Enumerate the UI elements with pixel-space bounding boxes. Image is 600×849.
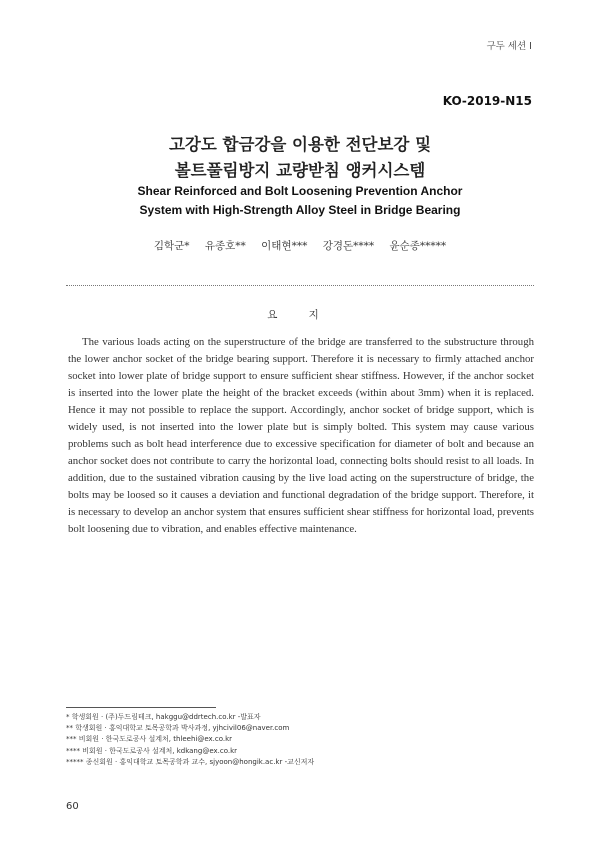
author-list	[0, 238, 600, 253]
footnote: * 학생회원 · (주)두드림테크, hakggu@ddrtech.co.kr -발표자	[66, 713, 261, 721]
author-name: 윤순종*****	[389, 240, 447, 252]
author-name: 유종호**	[204, 240, 246, 252]
english-title-line-2: System with High-Strength Alloy Steel in Bridge Bearing	[139, 203, 461, 217]
footnotes	[66, 712, 314, 768]
footnote: ***** 종신회원 · 홍익대학교 토목공학과 교수, sjyoon@hongik.ac.kr -교신저자	[66, 757, 315, 766]
korean-title-line-2: 볼트풀림방지 교량받침 앵커시스템	[174, 161, 426, 180]
footnote-rule	[66, 707, 216, 708]
english-title-line-1: Shear Reinforced and Bolt Loosening Prevention Anchor	[137, 184, 463, 198]
abstract-heading: 요 지	[267, 309, 333, 321]
paper-code: KO-2019-N15	[442, 94, 532, 108]
author-name: 김학군*	[153, 240, 190, 252]
author-name: 이태현***	[261, 240, 308, 252]
korean-title-line-1: 고강도 합금강을 이용한 전단보강 및	[168, 135, 432, 154]
page-number: 60	[66, 801, 79, 812]
footnote: *** 비회원 · 한국도로공사 설계처, thleehi@ex.co.kr	[66, 735, 233, 744]
author-name: 강경돈****	[322, 240, 375, 252]
footnote: **** 비회원 · 한국도로공사 설계처, kdkang@ex.co.kr	[66, 746, 238, 755]
section-divider	[66, 285, 534, 286]
abstract-body: The various loads acting on the superstructure of the bridge are transferred to the substructure through the lower anchor socket of the bridge bearing support. Therefore it is necessary to firmly attached anchor socket into lower plate of bridge support to ensure sufficient shear stiffness. However, if the anchor socket is inserted into the lower plate the height of the bracket exceeds (within about 3mm) when it is replaced. Hence it may not possible to replace the support. Accordingly, anchor socket of bridge support, which is widely used, is not inserted into the lower plate but is simply bolted. This system may cause various problems such as bolt head interference due to excessive specification for diameter of bolt and because an anchor socket does not contribute to carry the horizontal load, connecting bolts should resist to all loads. In addition, due to the sustained vibration causing by the live load acting on the superstructure of bridge, the bolts may be loosed so it causes a deviation and functional degradation of the bridge support. Therefore, it is necessary to develop an anchor system that ensures sufficient shear stiffness for horizontal load, prevents bolt loosening due to vibration, and enables effective maintenance.	[68, 336, 534, 535]
footnote: ** 학생회원 · 홍익대학교 토목공학과 박사과정, yjhcivil06@naver.com	[66, 724, 290, 733]
session-header: 구두 세션 Ⅰ	[486, 41, 532, 52]
